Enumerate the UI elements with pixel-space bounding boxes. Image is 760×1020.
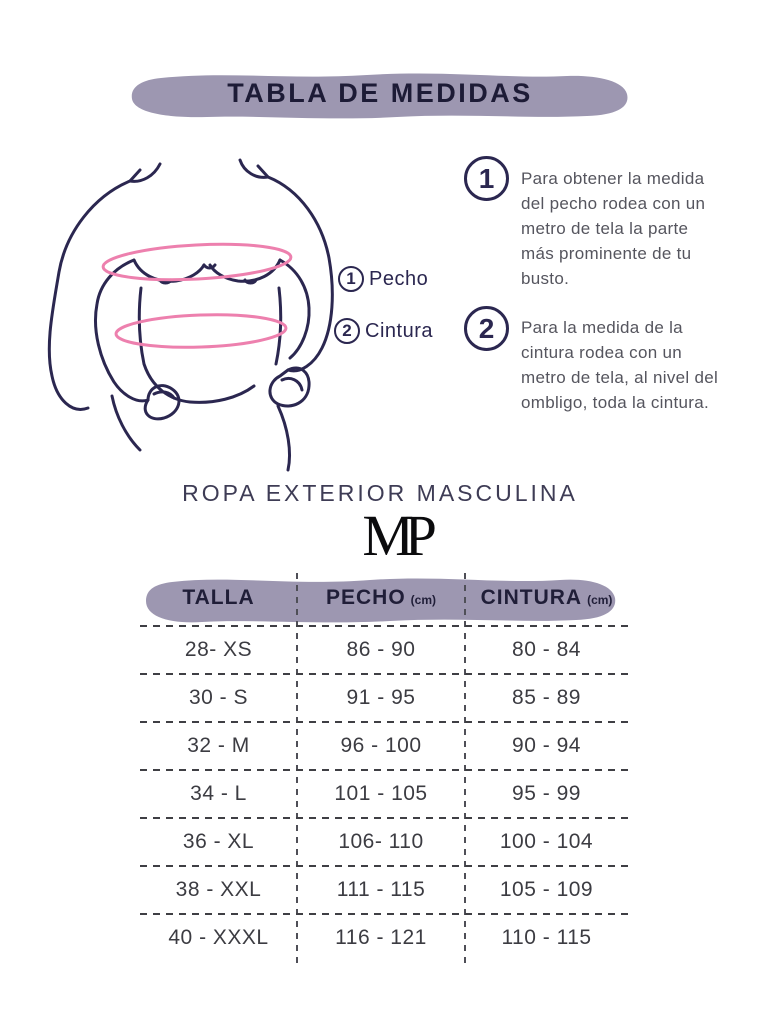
table-row — [140, 867, 628, 913]
column-header-pecho — [297, 586, 465, 610]
cintura-label-text: Cintura — [365, 319, 433, 342]
circled-number-2: 2 — [334, 318, 360, 344]
torso-measurement-diagram — [40, 148, 405, 478]
cell-talla: 40 - XXXL — [168, 926, 269, 949]
table-row — [140, 915, 628, 961]
measurement-ellipses — [102, 240, 292, 350]
cell-pecho: 111 - 115 — [336, 878, 426, 901]
table-row — [140, 627, 628, 673]
pecho-label-text: Pecho — [369, 267, 429, 290]
cell-talla: 36 - XL — [182, 830, 255, 853]
section-title: ROPA EXTERIOR MASCULINA — [182, 480, 578, 506]
label-cintura — [334, 318, 433, 344]
cell-cintura: 90 - 94 — [512, 734, 581, 757]
title-banner — [127, 68, 633, 124]
cell-talla: 30 - S — [188, 686, 249, 709]
cell-talla: 34 - L — [190, 782, 247, 805]
instruction-1-text: Para obtener la medida del pecho rodea con un metro de tela la parte más prominente de tu busto. — [521, 169, 706, 288]
cell-cintura: 85 - 89 — [512, 686, 581, 709]
table-row — [140, 819, 628, 865]
cell-pecho: 86 - 90 — [346, 638, 416, 661]
cintura-header-label: CINTURA — [480, 586, 583, 609]
column-header-cintura — [465, 586, 628, 610]
cell-pecho: 106- 110 — [338, 830, 424, 853]
table-row — [140, 723, 628, 769]
cell-cintura: 100 - 104 — [499, 830, 594, 853]
label-pecho — [338, 266, 428, 292]
cell-cintura: 80 - 84 — [512, 638, 581, 661]
cell-talla: 28- XS — [184, 638, 253, 661]
page-title: TABLA DE MEDIDAS — [227, 78, 533, 108]
cell-pecho: 101 - 105 — [334, 782, 428, 805]
cell-cintura: 110 - 115 — [501, 926, 592, 949]
brand-logo: MP — [362, 503, 428, 568]
instruction-2-text: Para la medida de la cintura rodea con un metro de tela, al nivel del ombligo, toda la cintura. — [521, 318, 719, 412]
cell-talla: 38 - XXL — [175, 878, 262, 901]
circled-number-1: 1 — [338, 266, 364, 292]
cell-cintura: 95 - 99 — [512, 782, 581, 805]
column-header-talla — [140, 586, 297, 610]
talla-header-label: TALLA — [182, 586, 255, 609]
cell-cintura: 105 - 109 — [499, 878, 594, 901]
cell-pecho: 96 - 100 — [340, 734, 422, 757]
cell-pecho: 116 - 121 — [335, 926, 427, 949]
table-header-row — [140, 573, 628, 623]
pecho-header-label: PECHO — [325, 586, 406, 609]
cintura-header-unit: (cm) — [587, 593, 613, 607]
pecho-header-unit: (cm) — [410, 593, 437, 607]
cell-pecho: 91 - 95 — [346, 686, 416, 709]
instruction-2-number: 2 — [464, 306, 509, 351]
table-row — [140, 771, 628, 817]
table-row — [140, 675, 628, 721]
instruction-1-number: 1 — [464, 156, 509, 201]
table-body — [140, 627, 628, 961]
cell-talla: 32 - M — [187, 734, 250, 757]
size-table — [140, 573, 628, 973]
